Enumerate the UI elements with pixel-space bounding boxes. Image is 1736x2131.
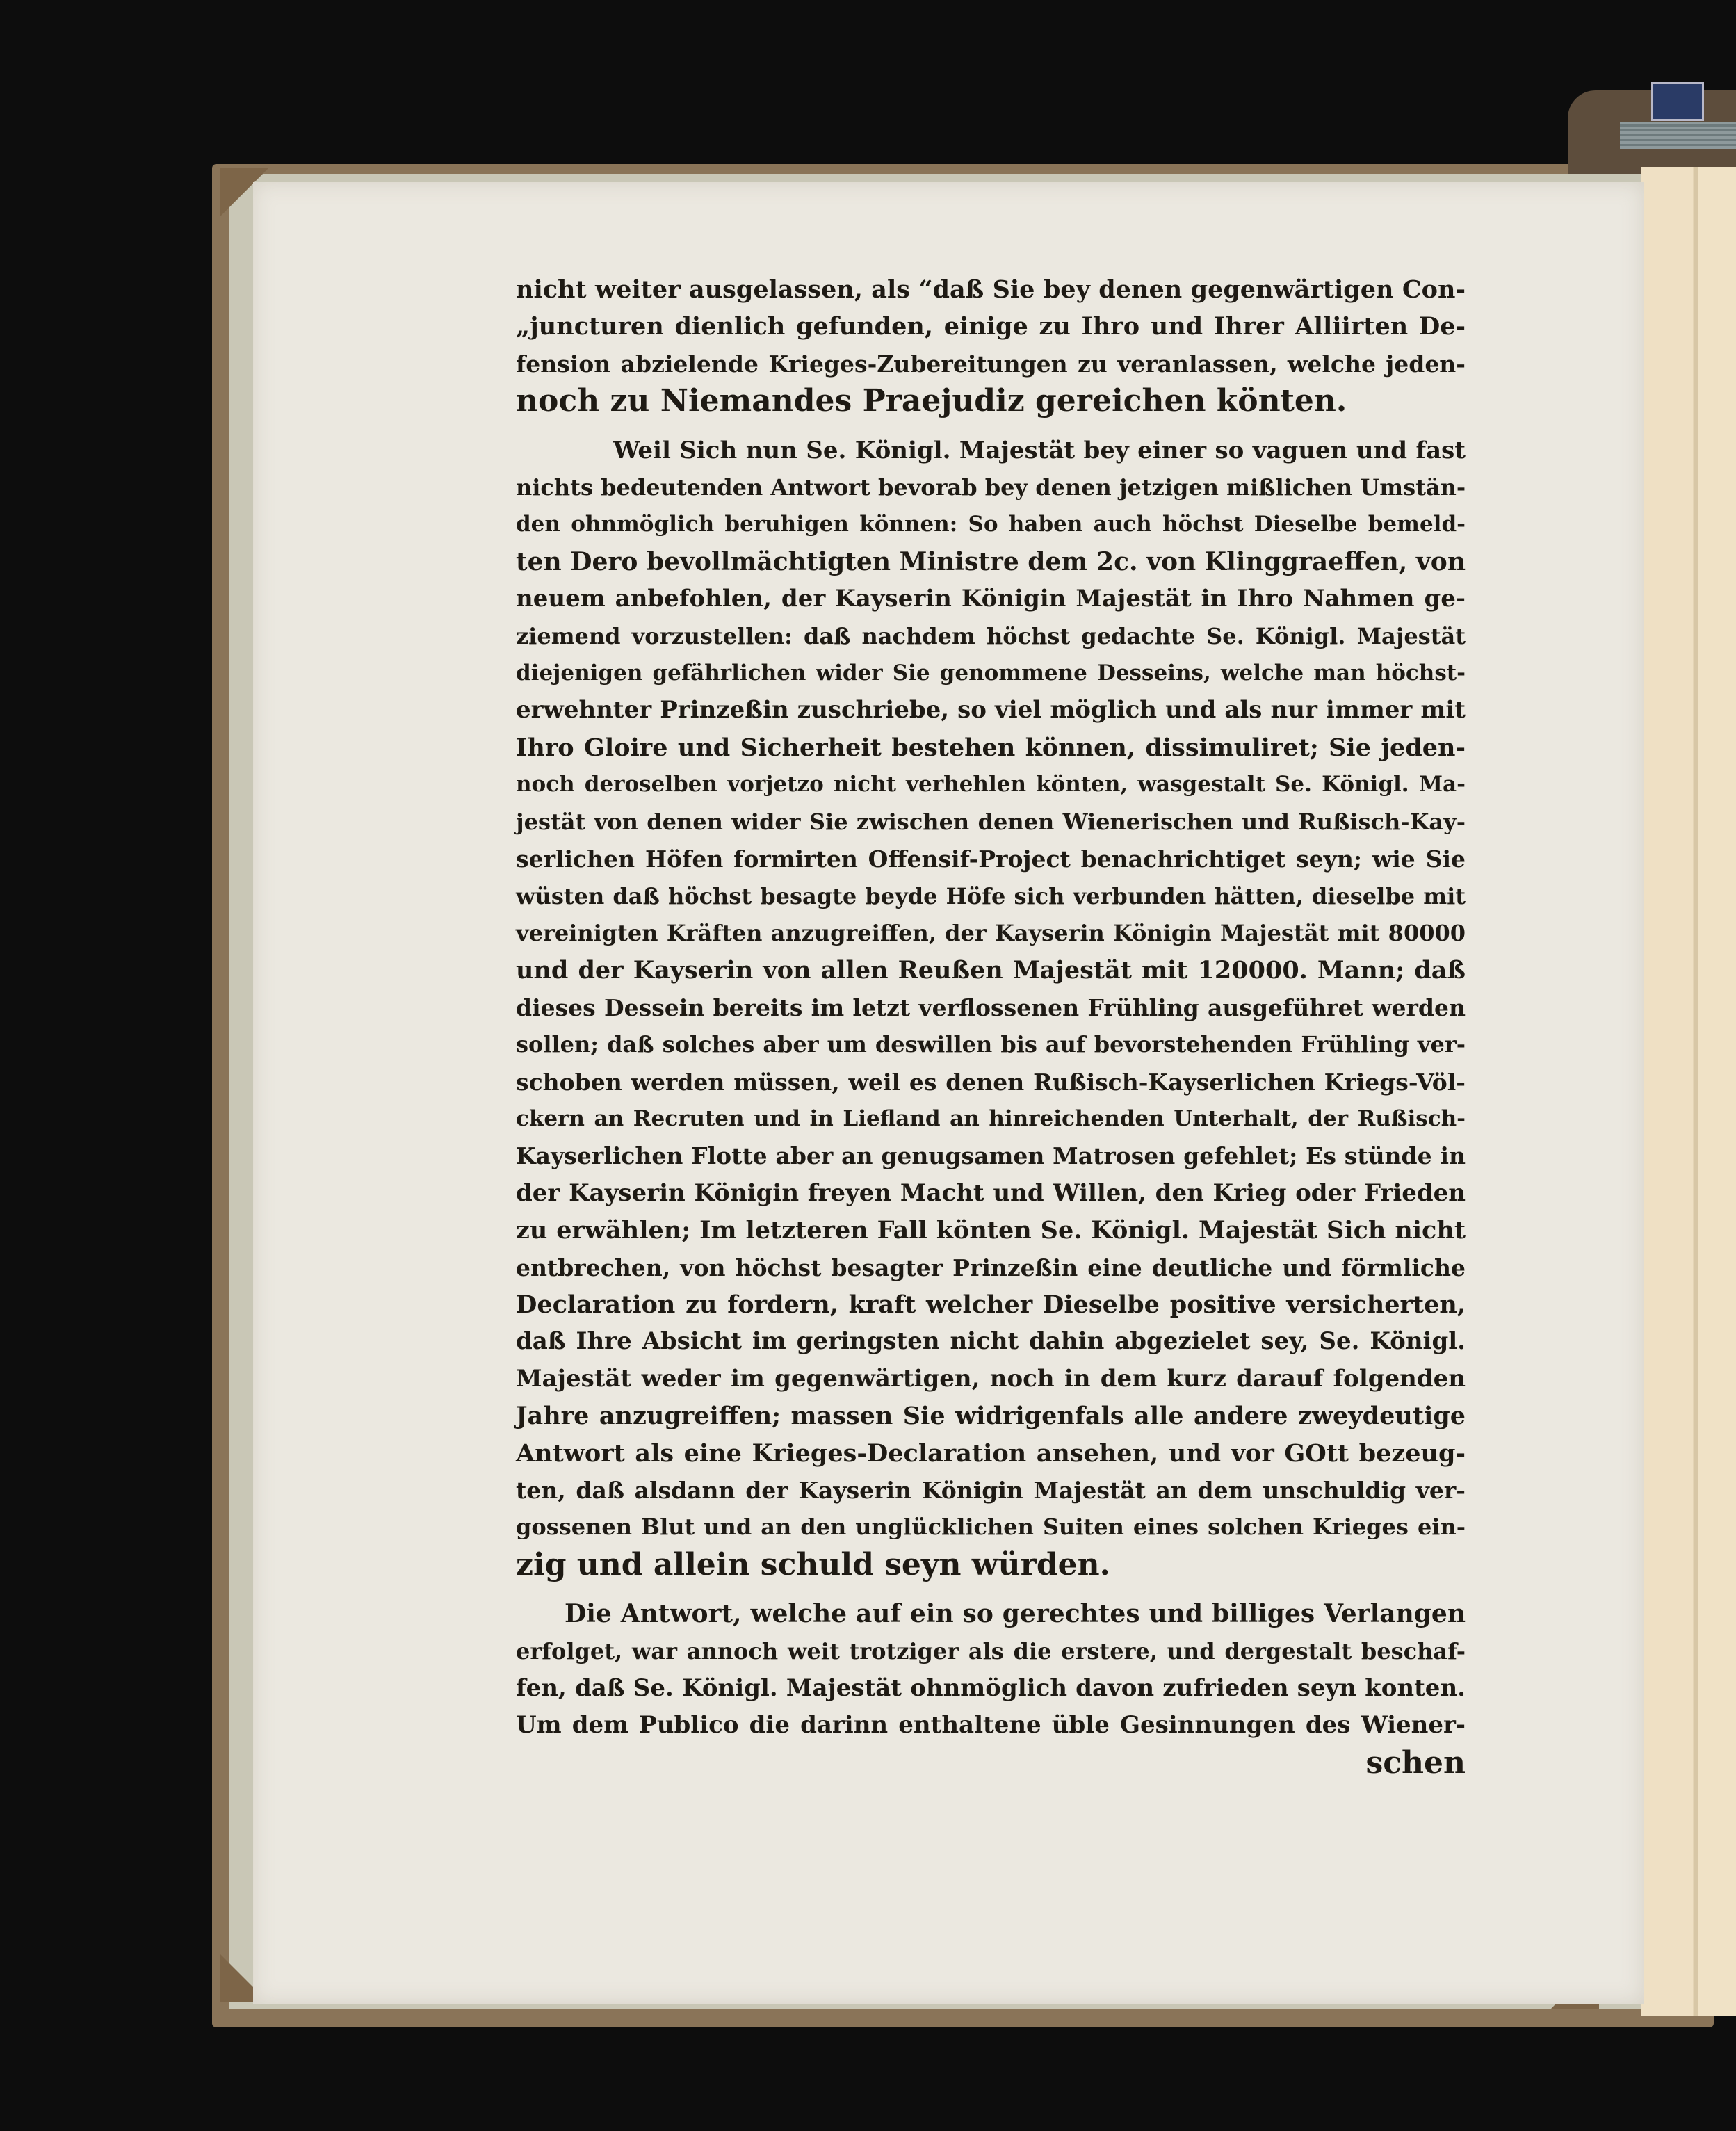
text-line: noch deroselben vorjetzo nicht verhehlen könten, wasgestalt Se. Königl. Ma- <box>516 772 1466 797</box>
text-line: Majestät weder im gegenwärtigen, noch in dem kurz darauf folgenden <box>516 1364 1466 1393</box>
text-line: schoben werden müssen, weil es denen Rußisch-Kayserlichen Kriegs-Völ- <box>516 1068 1466 1096</box>
text-line: vereinigten Kräften anzugreiffen, der Kayserin Königin Majestät mit 80000 <box>516 919 1466 946</box>
text-line: Weil Sich nun Se. Königl. Majestät bey einer so vaguen und fast <box>613 436 1466 464</box>
text-line: zu erwählen; Im letzteren Fall könten Se. Königl. Majestät Sich nicht <box>516 1216 1466 1245</box>
text-line: gossenen Blut und an den unglücklichen Suiten eines solchen Krieges ein- <box>516 1514 1466 1541</box>
text-line: ten, daß alsdann der Kayserin Königin Majestät an dem unschuldig ver- <box>516 1477 1466 1504</box>
text-line: nichts bedeutenden Antwort bevorab bey denen jetzigen mißlichen Umstän- <box>516 474 1466 501</box>
text-line: Um dem Publico die darinn enthaltene üble Gesinnungen des Wiener- <box>516 1711 1466 1740</box>
text-line: fension abzielende Krieges-Zubereitungen zu veranlassen, welche jeden- <box>516 350 1466 378</box>
text-line: daß Ihre Absicht im geringsten nicht dahin abgezielet sey, Se. Königl. <box>516 1327 1466 1356</box>
text-line: sollen; daß solches aber um deswillen bis auf bevorstehenden Frühling ver- <box>516 1031 1466 1058</box>
text-line: „juncturen dienlich gefunden, einige zu Ihro und Ihrer Alliirten De- <box>516 312 1466 341</box>
paragraph-2 <box>516 432 1466 1584</box>
text-line: den ohnmöglich beruhigen können: So haben auch höchst Dieselbe bemeld- <box>516 512 1466 537</box>
text-line: und der Kayserin von allen Reußen Majestät mit 120000. Mann; daß <box>516 956 1466 985</box>
text-line: erwehnter Prinzeßin zuschriebe, so viel möglich und als nur immer mit <box>516 696 1466 724</box>
text-line: dieses Dessein bereits im letzt verflossenen Frühling ausgeführet werden <box>516 994 1466 1021</box>
text-line: wüsten daß höchst besagte beyde Höfe sich verbunden hätten, dieselbe mit <box>516 882 1466 909</box>
page-text-block <box>516 271 1466 1781</box>
text-line: Ihro Gloire und Sicherheit bestehen können, dissimuliret; Sie jeden- <box>516 733 1466 762</box>
text-line: erfolget, war annoch weit trotziger als die erstere, und dergestalt beschaf- <box>516 1637 1466 1664</box>
paragraph-3 <box>516 1596 1466 1744</box>
text-line: ten Dero bevollmächtigten Ministre dem 2c. von Klinggraeffen, von <box>516 546 1466 576</box>
catchword: schen <box>1365 1744 1466 1781</box>
text-line: nicht weiter ausgelassen, als “daß Sie bey denen gegenwärtigen Con- <box>516 275 1466 304</box>
facing-page-edge <box>1641 167 1736 2016</box>
text-line: serlichen Höfen formirten Offensif-Project benachrichtiget seyn; wie Sie <box>516 845 1466 873</box>
text-line: noch zu Niemandes Praejudiz gereichen könten. <box>516 383 1347 419</box>
text-line: Declaration zu fordern, kraft welcher Dieselbe positive versicherten, <box>516 1290 1466 1319</box>
text-line: Antwort als eine Krieges-Declaration ansehen, und vor GOtt bezeug- <box>516 1439 1466 1468</box>
spine-label <box>1651 82 1704 121</box>
text-line: Kayserlichen Flotte aber an genugsamen Matrosen gefehlet; Es stünde in <box>516 1142 1466 1170</box>
text-line: ziemend vorzustellen: daß nachdem höchst gedachte Se. Königl. Majestät <box>516 622 1466 649</box>
paragraph-1 <box>516 271 1466 420</box>
text-line: Jahre anzugreiffen; massen Sie widrigenfals alle andere zweydeutige <box>516 1402 1466 1431</box>
text-line: neuem anbefohlen, der Kayserin Königin Majestät in Ihro Nahmen ge- <box>516 585 1466 613</box>
text-line: zig und allein schuld seyn würden. <box>516 1546 1110 1582</box>
text-line: entbrechen, von höchst besagter Prinzeßin eine deutliche und förmliche <box>516 1254 1466 1281</box>
text-line: ckern an Recruten und in Liefland an hinreichenden Unterhalt, der Rußisch- <box>516 1105 1466 1131</box>
text-line: der Kayserin Königin freyen Macht und Willen, den Krieg oder Frieden <box>516 1178 1466 1207</box>
text-line: diejenigen gefährlichen wider Sie genommene Desseins, welche man höchst- <box>516 661 1466 686</box>
text-line: Die Antwort, welche auf ein so gerechtes und billiges Verlangen <box>565 1599 1466 1629</box>
page-block-top <box>1620 122 1736 149</box>
text-line: fen, daß Se. Königl. Majestät ohnmöglich davon zufrieden seyn konten. <box>516 1674 1466 1703</box>
text-line: jestät von denen wider Sie zwischen denen Wienerischen und Rußisch-Kay- <box>516 808 1466 835</box>
